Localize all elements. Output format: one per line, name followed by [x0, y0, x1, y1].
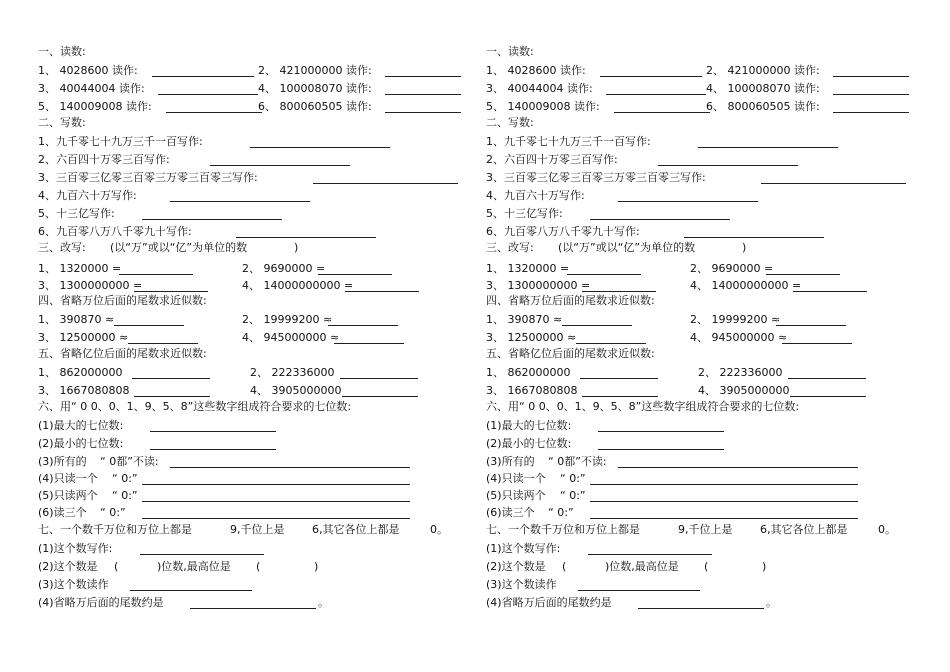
text-segment: 4、 945000000 ≈ [690, 331, 788, 344]
text-segment: (1)最大的七位数: [486, 419, 572, 432]
answer-blank[interactable] [342, 396, 418, 397]
text-segment: 3、三百零三亿零三百零三万零三百零三写作: [38, 171, 258, 184]
text-segment: 2、 421000000 读作: [258, 64, 372, 77]
text-segment: 六、用“ 0 0、0、1、9、5、8”这些数字组成符合要求的七位数: [486, 400, 800, 413]
answer-blank[interactable] [618, 201, 758, 202]
answer-blank[interactable] [313, 183, 458, 184]
text-segment: 4、九百六十万写作: [486, 189, 585, 202]
text-segment: “ 0:” [560, 489, 586, 502]
answer-blank[interactable] [600, 76, 702, 77]
answer-blank[interactable] [158, 94, 258, 95]
text-segment: 3、 1667080808 [38, 384, 130, 397]
text-segment: 3、三百零三亿零三百零三万零三百零三写作: [486, 171, 706, 184]
text-segment: 3、 40044004 读作: [38, 82, 145, 95]
answer-blank[interactable] [588, 554, 712, 555]
answer-blank[interactable] [119, 274, 193, 275]
text-segment: 4、 14000000000 = [690, 279, 802, 292]
answer-blank[interactable] [590, 518, 858, 519]
text-segment: 6、 800060505 读作: [706, 100, 820, 113]
text-segment: 二、写数: [486, 116, 534, 129]
text-segment: 3、 1300000000 = [486, 279, 591, 292]
text-segment: (5)只读两个 [486, 489, 546, 502]
answer-blank[interactable] [130, 590, 252, 591]
text-segment: 6、 800060505 读作: [258, 100, 372, 113]
answer-blank[interactable] [170, 467, 410, 468]
text-segment: 1、 862000000 [486, 366, 571, 379]
answer-blank[interactable] [134, 396, 210, 397]
answer-blank[interactable] [833, 94, 909, 95]
answer-blank[interactable] [210, 165, 350, 166]
text-segment: 3、 1300000000 = [38, 279, 143, 292]
answer-blank[interactable] [618, 467, 858, 468]
text-segment: )位数,最高位是 [605, 560, 679, 573]
text-segment: (2)这个数是 [38, 560, 98, 573]
answer-blank[interactable] [166, 112, 262, 113]
text-segment: “ 0都”不读: [100, 455, 159, 468]
answer-blank[interactable] [658, 165, 798, 166]
answer-blank[interactable] [833, 112, 909, 113]
answer-blank[interactable] [567, 274, 641, 275]
text-segment: 3、 40044004 读作: [486, 82, 593, 95]
answer-blank[interactable] [150, 431, 276, 432]
text-segment: 2、六百四十万零三百写作: [38, 153, 170, 166]
answer-blank[interactable] [684, 237, 824, 238]
text-segment: 3、 1667080808 [486, 384, 578, 397]
text-segment: “ 0:” [100, 506, 126, 519]
text-segment: (5)只读两个 [38, 489, 98, 502]
text-segment: 四、省略万位后面的尾数求近似数: [38, 294, 207, 307]
text-segment: 三、改写: [38, 241, 86, 254]
text-segment: 2、六百四十万零三百写作: [486, 153, 618, 166]
answer-blank[interactable] [606, 94, 706, 95]
text-segment: (4)省略万后面的尾数约是 [486, 596, 612, 609]
text-segment: 2、 421000000 读作: [706, 64, 820, 77]
text-segment: )位数,最高位是 [157, 560, 231, 573]
answer-blank[interactable] [776, 325, 846, 326]
answer-blank[interactable] [782, 343, 852, 344]
text-segment: 6,其它各位上都是 [760, 523, 848, 536]
text-segment: “ 0:” [112, 489, 138, 502]
answer-blank[interactable] [170, 201, 310, 202]
answer-blank[interactable] [142, 518, 410, 519]
text-segment: (6)读三个 [38, 506, 87, 519]
answer-blank[interactable] [793, 291, 867, 292]
text-segment: 4、 945000000 ≈ [242, 331, 340, 344]
answer-blank[interactable] [590, 501, 858, 502]
text-segment: 七、一个数千万位和万位上都是 [486, 523, 640, 536]
text-segment: 五、省略亿位后面的尾数求近似数: [38, 347, 207, 360]
answer-blank[interactable] [142, 219, 282, 220]
text-segment: 5、十三亿写作: [38, 207, 115, 220]
text-segment: 1、 862000000 [38, 366, 123, 379]
text-segment: 1、 1320000 = [38, 262, 122, 275]
text-segment: 七、一个数千万位和万位上都是 [38, 523, 192, 536]
text-segment: 1、 4028600 读作: [486, 64, 586, 77]
text-segment: 4、 14000000000 = [242, 279, 354, 292]
answer-blank[interactable] [236, 237, 376, 238]
answer-blank[interactable] [250, 147, 390, 148]
answer-blank[interactable] [328, 325, 398, 326]
text-segment: 6、九百零八万八千零九十写作: [486, 225, 640, 238]
text-segment: (4)只读一个 [486, 472, 546, 485]
answer-blank[interactable] [576, 343, 646, 344]
text-segment: 。 [766, 596, 777, 609]
text-segment: 2、 9690000 = [242, 262, 326, 275]
text-segment: 6,其它各位上都是 [312, 523, 400, 536]
text-segment: 4、 100008070 读作: [706, 82, 820, 95]
text-segment: (3)这个数读作 [38, 578, 109, 591]
text-segment: 0。 [430, 523, 448, 536]
answer-blank[interactable] [150, 449, 276, 450]
answer-blank[interactable] [190, 608, 316, 609]
answer-blank[interactable] [788, 378, 866, 379]
text-segment: 4、 3905000000 [250, 384, 342, 397]
answer-blank[interactable] [590, 219, 730, 220]
text-segment: ) [294, 241, 299, 254]
answer-blank[interactable] [562, 325, 632, 326]
answer-blank[interactable] [132, 378, 210, 379]
text-segment: 1、 390870 ≈ [38, 313, 115, 326]
text-segment: 6、九百零八万八千零九十写作: [38, 225, 192, 238]
answer-blank[interactable] [638, 608, 764, 609]
text-segment: 2、 222336000 [250, 366, 335, 379]
text-segment: ( [256, 560, 261, 573]
answer-blank[interactable] [598, 431, 724, 432]
answer-blank[interactable] [114, 325, 184, 326]
text-segment: 四、省略万位后面的尾数求近似数: [486, 294, 655, 307]
answer-blank[interactable] [140, 554, 264, 555]
answer-blank[interactable] [142, 501, 410, 502]
text-segment: 1、 390870 ≈ [486, 313, 563, 326]
text-segment: “ 0:” [112, 472, 138, 485]
text-segment: 二、写数: [38, 116, 86, 129]
answer-blank[interactable] [134, 291, 208, 292]
answer-blank[interactable] [318, 274, 392, 275]
answer-blank[interactable] [582, 396, 658, 397]
text-segment: 1、 1320000 = [486, 262, 570, 275]
text-segment: (3)所有的 [38, 455, 87, 468]
text-segment: (2)这个数是 [486, 560, 546, 573]
text-segment: 5、 140009008 读作: [38, 100, 152, 113]
text-segment: (以“万”或以“亿”为单位的数 [110, 241, 248, 254]
answer-blank[interactable] [128, 343, 198, 344]
text-segment: 一、读数: [38, 45, 86, 58]
text-segment: (4)只读一个 [38, 472, 98, 485]
text-segment: 9,千位上是 [230, 523, 285, 536]
answer-blank[interactable] [698, 147, 838, 148]
text-segment: 1、九千零七十九万三千一百写作: [486, 135, 651, 148]
answer-blank[interactable] [142, 484, 410, 485]
answer-blank[interactable] [766, 274, 840, 275]
text-segment: “ 0都”不读: [548, 455, 607, 468]
text-segment: 5、 140009008 读作: [486, 100, 600, 113]
text-segment: 4、九百六十万写作: [38, 189, 137, 202]
text-segment: ) [314, 560, 319, 573]
answer-blank[interactable] [578, 590, 700, 591]
text-segment: 2、 19999200 ≈ [242, 313, 333, 326]
text-segment: 2、 19999200 ≈ [690, 313, 781, 326]
text-segment: 4、 100008070 读作: [258, 82, 372, 95]
answer-blank[interactable] [833, 76, 909, 77]
text-segment: “ 0:” [548, 506, 574, 519]
text-segment: ( [562, 560, 567, 573]
answer-blank[interactable] [790, 396, 866, 397]
text-segment: (2)最小的七位数: [38, 437, 124, 450]
text-segment: 2、 222336000 [698, 366, 783, 379]
answer-blank[interactable] [590, 484, 858, 485]
text-segment: (2)最小的七位数: [486, 437, 572, 450]
text-segment: 三、改写: [486, 241, 534, 254]
answer-blank[interactable] [345, 291, 419, 292]
answer-blank[interactable] [340, 378, 418, 379]
text-segment: (4)省略万后面的尾数约是 [38, 596, 164, 609]
text-segment: 3、 12500000 ≈ [38, 331, 129, 344]
text-segment: ) [742, 241, 747, 254]
text-segment: (1)这个数写作: [38, 542, 113, 555]
text-segment: 五、省略亿位后面的尾数求近似数: [486, 347, 655, 360]
worksheet-column-right [448, 0, 896, 672]
text-segment: 4、 3905000000 [698, 384, 790, 397]
text-segment: 。 [318, 596, 329, 609]
text-segment: ) [762, 560, 767, 573]
text-segment: 1、九千零七十九万三千一百写作: [38, 135, 203, 148]
answer-blank[interactable] [761, 183, 906, 184]
text-segment: 六、用“ 0 0、0、1、9、5、8”这些数字组成符合要求的七位数: [38, 400, 352, 413]
worksheet-column-left [0, 0, 448, 672]
text-segment: 一、读数: [486, 45, 534, 58]
text-segment: ( [704, 560, 709, 573]
text-segment: 3、 12500000 ≈ [486, 331, 577, 344]
text-segment: 9,千位上是 [678, 523, 733, 536]
answer-blank[interactable] [580, 378, 658, 379]
text-segment: (1)最大的七位数: [38, 419, 124, 432]
text-segment: 0。 [878, 523, 896, 536]
text-segment: 1、 4028600 读作: [38, 64, 138, 77]
text-segment: (3)所有的 [486, 455, 535, 468]
text-segment: ( [114, 560, 119, 573]
text-segment: (以“万”或以“亿”为单位的数 [558, 241, 696, 254]
answer-blank[interactable] [582, 291, 656, 292]
text-segment: (1)这个数写作: [486, 542, 561, 555]
text-segment: (3)这个数读作 [486, 578, 557, 591]
text-segment: 5、十三亿写作: [486, 207, 563, 220]
text-segment: 2、 9690000 = [690, 262, 774, 275]
answer-blank[interactable] [598, 449, 724, 450]
text-segment: “ 0:” [560, 472, 586, 485]
answer-blank[interactable] [334, 343, 404, 344]
answer-blank[interactable] [152, 76, 254, 77]
answer-blank[interactable] [614, 112, 710, 113]
text-segment: (6)读三个 [486, 506, 535, 519]
